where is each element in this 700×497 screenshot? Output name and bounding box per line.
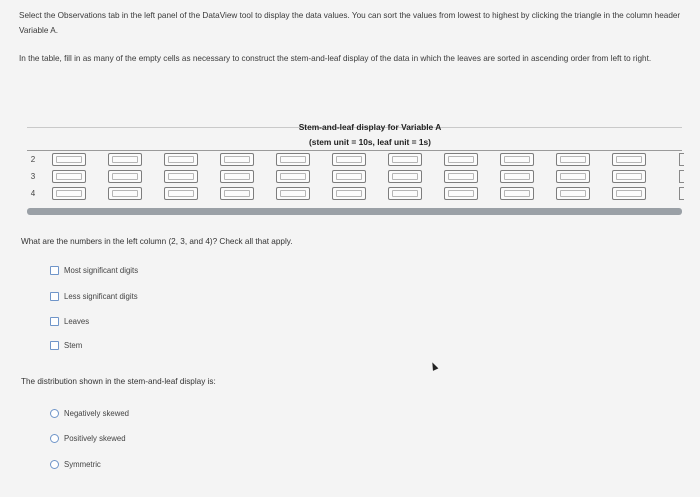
option-leaves[interactable] [50,314,89,328]
leaf-input-cell[interactable] [556,170,590,183]
checkbox-icon[interactable] [50,341,59,350]
row-bracket-icon [679,170,684,183]
leaf-input-cell[interactable] [332,187,366,200]
stem-row-3 [27,169,682,185]
leaf-input-cell[interactable] [108,170,142,183]
question-stem-column: What are the numbers in the left column (2, 3, and 4)? Check all that apply. [21,237,293,246]
leaf-input-cell[interactable] [500,187,534,200]
table-units: (stem unit = 10s, leaf unit = 1s) [309,137,431,147]
question-distribution: The distribution shown in the stem-and-leaf display is: [21,377,216,386]
instructions-paragraph-1: Select the Observations tab in the left panel of the DataView tool to display the data values. You can sort the values from lowest to highest by clicking the triangle in the column header Variable A. [19,11,681,35]
checkbox-icon[interactable] [50,317,59,326]
leaf-input-cell[interactable] [444,153,478,166]
leaf-input-cell[interactable] [164,187,198,200]
option-label: Stem [64,340,83,350]
option-label: Leaves [64,316,90,326]
leaf-input-cell[interactable] [612,153,646,166]
instructions-paragraph-2: In the table, fill in as many of the empty cells as necessary to construct the stem-and-leaf display of the data in which the leaves are sorted in ascending order from left to right. [19,54,652,63]
leaf-input-cell[interactable] [612,187,646,200]
table-header-rule [27,150,682,151]
stem-row-4 [27,186,682,202]
row-bracket-icon [679,187,684,200]
leaf-input-cell[interactable] [332,153,366,166]
leaf-input-cell[interactable] [220,153,254,166]
leaf-input-cell[interactable] [276,187,310,200]
radio-icon[interactable] [50,434,59,443]
stem-label: 2 [30,155,36,164]
leaf-input-cell[interactable] [388,153,422,166]
leaf-input-cell[interactable] [388,170,422,183]
leaf-input-cell[interactable] [108,153,142,166]
option-symmetric[interactable] [50,457,101,471]
radio-icon[interactable] [50,460,59,469]
leaf-input-cell[interactable] [276,170,310,183]
option-positively-skewed[interactable] [50,431,126,445]
leaf-input-cell[interactable] [164,153,198,166]
leaf-input-cell[interactable] [388,187,422,200]
leaf-input-cell[interactable] [52,170,86,183]
mouse-cursor-icon [430,361,439,371]
option-less-significant-digits[interactable] [50,289,138,303]
checkbox-icon[interactable] [50,266,59,275]
option-label: Symmetric [64,459,101,469]
radio-icon[interactable] [50,409,59,418]
leaf-input-cell[interactable] [332,170,366,183]
table-horizontal-scrollbar[interactable] [27,208,682,215]
leaf-input-cell[interactable] [444,187,478,200]
leaf-input-cell[interactable] [164,170,198,183]
leaf-input-cell[interactable] [556,187,590,200]
leaf-input-cell[interactable] [500,170,534,183]
option-stem[interactable] [50,338,82,352]
option-label: Most significant digits [64,265,139,275]
row-bracket-icon [679,153,684,166]
leaf-input-cell[interactable] [556,153,590,166]
leaf-input-cell[interactable] [220,170,254,183]
leaf-input-cell[interactable] [612,170,646,183]
table-title: Stem-and-leaf display for Variable A [298,122,442,132]
leaf-input-cell[interactable] [52,187,86,200]
option-label: Less significant digits [64,291,138,301]
leaf-input-cell[interactable] [276,153,310,166]
stem-row-2 [27,152,682,168]
option-label: Positively skewed [64,433,126,443]
checkbox-icon[interactable] [50,292,59,301]
stem-label: 4 [30,189,36,198]
option-label: Negatively skewed [64,408,130,418]
option-negatively-skewed[interactable] [50,406,129,420]
option-most-significant-digits[interactable] [50,263,138,277]
stem-label: 3 [30,172,36,181]
leaf-input-cell[interactable] [500,153,534,166]
leaf-input-cell[interactable] [52,153,86,166]
leaf-input-cell[interactable] [108,187,142,200]
leaf-input-cell[interactable] [444,170,478,183]
leaf-input-cell[interactable] [220,187,254,200]
